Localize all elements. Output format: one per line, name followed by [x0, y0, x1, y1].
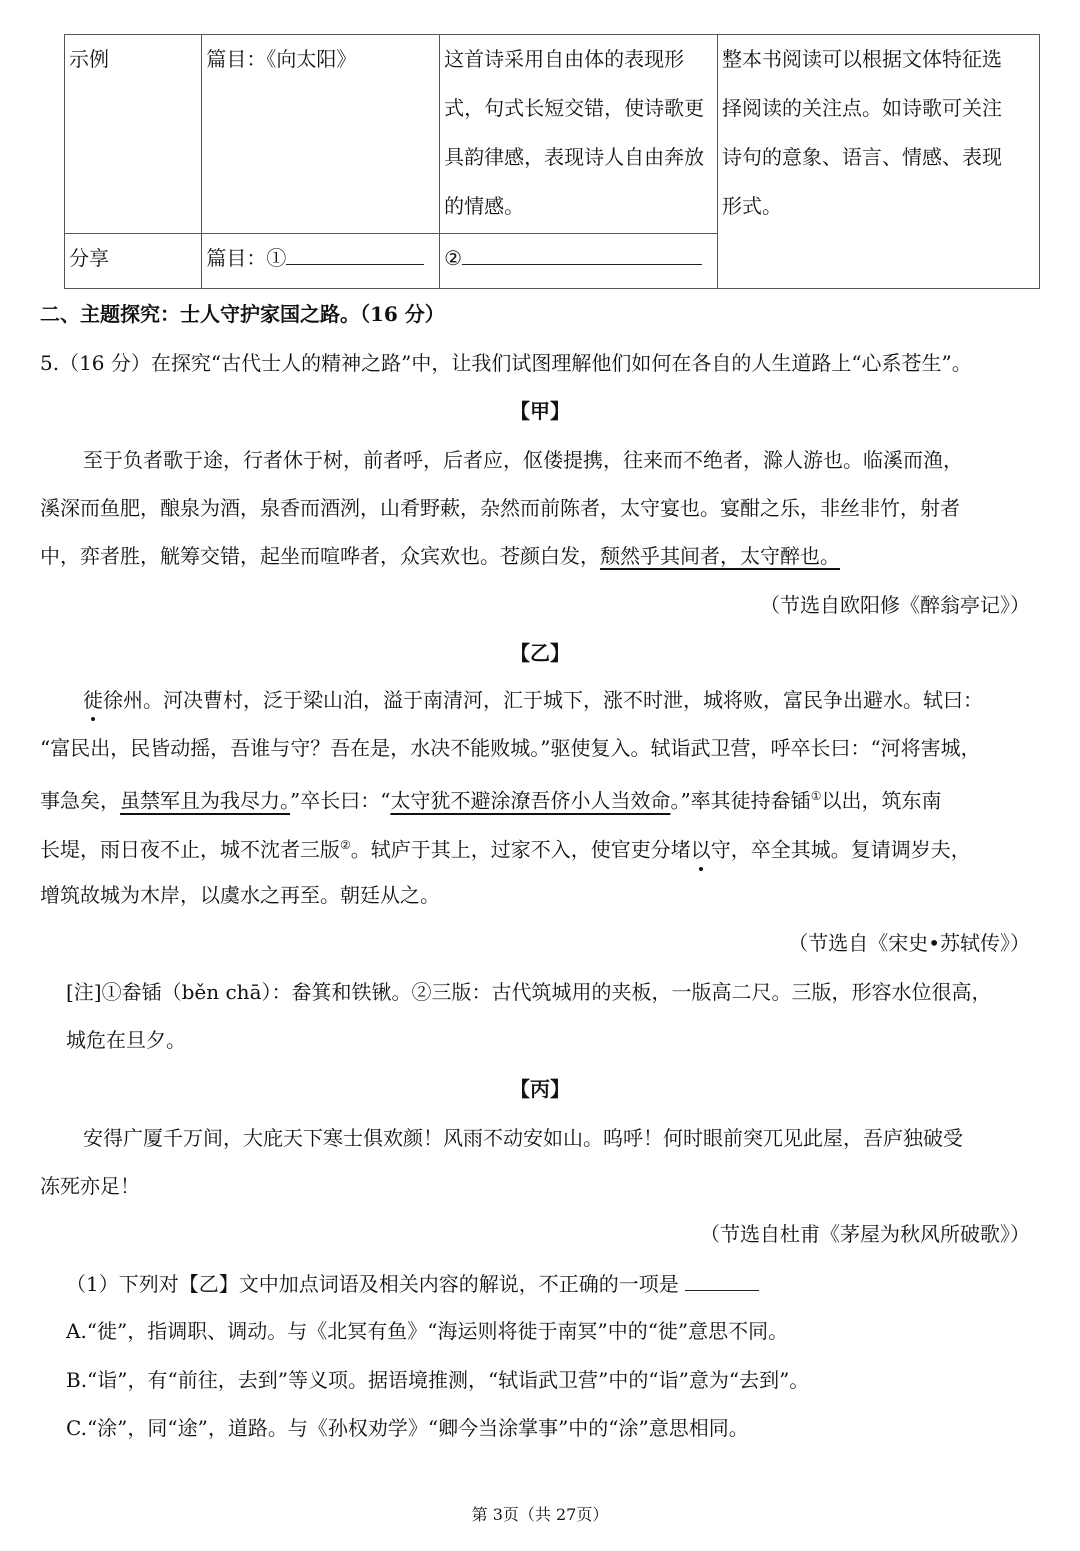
- option-b: B.“诣”，有“前往，去到”等义项。据语境推测，“轼诣武卫营”中的“诣”意为“去到”。: [66, 1368, 810, 1392]
- passage-line: [40, 541, 1040, 571]
- passage-line: 安得广厦千万间，大庇天下寒士俱欢颜！风雨不动安如山。呜呼！何时眼前突兀见此屋，吾庐独破受: [83, 1126, 963, 1150]
- title-answer-cell: [202, 234, 440, 289]
- row-label: 分享: [65, 234, 202, 289]
- text-span: 。”率其徒持畚锸: [670, 788, 811, 813]
- option-a: A.“徙”，指调职、调动。与《北冥有鱼》“海运则将徙于南冥”中的“徙”意思不同。: [66, 1319, 789, 1343]
- tip-line: 形式。: [721, 194, 782, 218]
- tip-line: 诗句的意象、语言、情感、表现: [721, 145, 1002, 169]
- source-citation: （节选自欧阳修《醉翁亭记》）: [760, 593, 1030, 617]
- title-answer-blank[interactable]: [286, 242, 424, 265]
- title-cell: 篇目：《向太阳》: [202, 35, 440, 234]
- reading-share-table: [64, 34, 1040, 289]
- analysis-line: 这首诗采用自由体的表现形: [444, 47, 685, 71]
- passage-header-jia: 【甲】: [510, 399, 570, 423]
- analysis-line: 具韵律感，表现诗人自由奔放: [444, 145, 705, 169]
- text-span: 徐州。河决曹村，泛于梁山泊，溢于南清河，汇于城下，涨不时泄，城将败，富民争出避水。轼曰：: [103, 688, 983, 712]
- text-span: 中，弈者胜，觥筹交错，起坐而喧哗者，众宾欢也。苍颜白发，: [40, 544, 600, 568]
- title-prefix: 篇目：①: [206, 246, 287, 270]
- footnote-marker: ①: [810, 789, 822, 803]
- option-c: C.“涂”，同“途”，道路。与《孙权劝学》“卿今当涂掌事”中的“涂”意思相同。: [66, 1416, 749, 1440]
- passage-line: 溪深而鱼肥，酿泉为酒，泉香而酒洌，山肴野蔌，杂然而前陈者，太守宴也。宴酣之乐，非丝非竹，射者: [40, 496, 960, 520]
- tip-line: 择阅读的关注点。如诗歌可关注: [721, 96, 1002, 120]
- tip-cell: [717, 35, 1039, 289]
- passage-line: 冻死亦足！: [40, 1174, 140, 1198]
- source-citation: （节选自《宋史•苏轼传》）: [788, 931, 1030, 955]
- underlined-sentence: 颓然乎其间者，太守醉也。: [600, 544, 840, 568]
- footnote-marker: ②: [340, 838, 351, 852]
- passage-header-yi: 【乙】: [510, 641, 570, 665]
- footnote-line: [注]①畚锸（běn chā）：畚箕和铁锹。②三版：古代筑城用的夹板，一版高二尺。三版，形容水位很高，: [66, 980, 992, 1004]
- text-span: 事急矣，: [40, 788, 120, 813]
- answer-blank[interactable]: [685, 1268, 759, 1291]
- text-span: （1）下列对【乙】文中加点词语及相关内容的解说，不正确的一项是: [66, 1272, 679, 1296]
- analysis-answer-blank[interactable]: [462, 242, 702, 265]
- passage-line: [40, 830, 1040, 865]
- tip-line: 整本书阅读可以根据文体特征选: [721, 47, 1002, 71]
- text-span: ”卒长曰：“: [290, 788, 391, 813]
- footnote-line: 城危在旦夕。: [66, 1028, 186, 1052]
- passage-line: [83, 685, 1040, 715]
- passage-line: “富民出，民皆动摇，吾谁与守？吾在是，水决不能败城。”驱使复入。轼诣武卫营，呼卒长曰：“河将害城，: [40, 736, 981, 760]
- analysis-prefix: ②: [444, 246, 463, 270]
- question-stem: 5.（16 分）在探究“古代士人的精神之路”中，让我们试图理解他们如何在各自的人生道路上“心系苍生”。: [40, 351, 972, 375]
- underlined-sentence: 太守犹不避涂潦吾侪小人当效命: [390, 788, 671, 813]
- section-heading: 二、主题探究：士人守护家国之路。（16 分）: [40, 302, 445, 326]
- dotted-word: 徙: [83, 688, 103, 712]
- passage-line: 至于负者歌于途，行者休于树，前者呼，后者应，伛偻提携，往来而不绝者，滁人游也。临溪而渔，: [83, 448, 963, 472]
- analysis-line: 式，句式长短交错，使诗歌更: [444, 96, 705, 120]
- text-span: 守，卒全其城。复请调岁夫，: [710, 837, 971, 862]
- passage-header-bing: 【丙】: [510, 1077, 570, 1101]
- row-label: 示例: [65, 35, 202, 234]
- passage-line: [40, 781, 1040, 816]
- page-footer: 第 3页（共 27页）: [471, 1505, 609, 1524]
- text-span: 长堤，雨日夜不止，城不沈者三版: [40, 837, 340, 862]
- table-row: [65, 35, 1040, 234]
- underlined-sentence: 虽禁军且为我尽力。: [120, 788, 290, 813]
- passage-line: 增筑故城为木岸，以虞水之再至。朝廷从之。: [40, 883, 440, 907]
- source-citation: （节选自杜甫《茅屋为秋风所破歌》）: [700, 1222, 1030, 1246]
- analysis-cell: [440, 35, 718, 234]
- analysis-answer-cell: [440, 234, 718, 289]
- text-span: 。轼庐于其上，过家不入，使官吏分堵: [350, 837, 691, 862]
- sub-question-stem: [66, 1268, 1040, 1299]
- text-span: 以出，筑东南: [821, 788, 942, 813]
- analysis-line: 的情感。: [444, 194, 525, 218]
- dotted-word: 以: [690, 837, 711, 862]
